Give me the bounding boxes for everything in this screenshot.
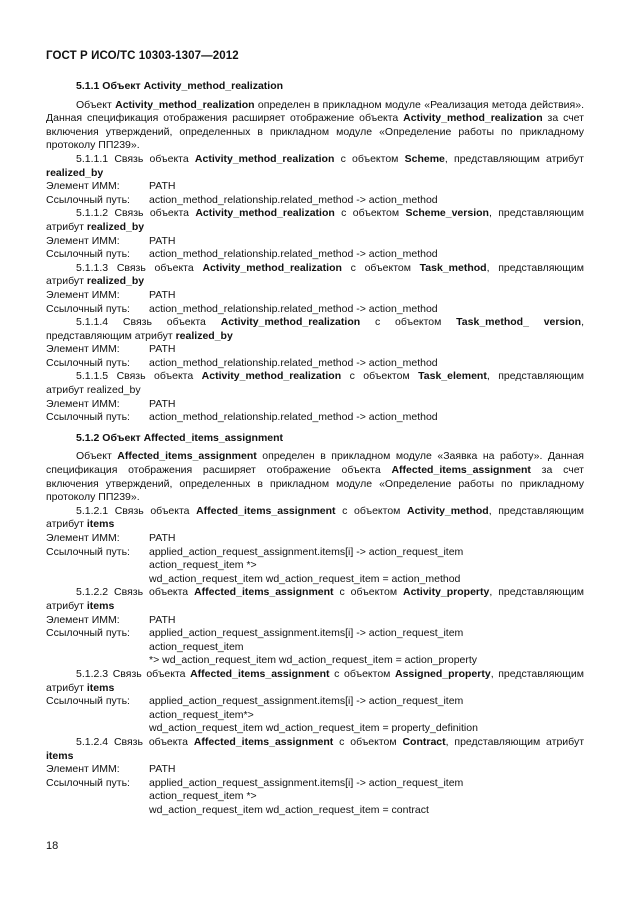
page-number: 18 bbox=[46, 840, 59, 852]
reference-path-continuation: action_request_item bbox=[149, 640, 244, 653]
reference-path-row: Ссылочный путь: applied_action_request_assignment.items[i] -> action_request_item bbox=[46, 545, 464, 558]
reference-path-row: Ссылочный путь: applied_action_request_assignment.items[i] -> action_request_item bbox=[46, 776, 464, 789]
mapping-item-title: 5.1.2.1 Связь объекта Affected_items_assignment с объектом Activity_method, представляющим атрибут items bbox=[46, 504, 584, 531]
mapping-item-title: 5.1.2.4 Связь объекта Affected_items_assignment с объектом Contract, представляющим атрибут items bbox=[46, 735, 585, 762]
mapping-item-title: 5.1.1.2 Связь объекта Activity_method_realization с объектом Scheme_version, представляющим атрибут realized_by bbox=[46, 207, 585, 233]
mapping-item bbox=[46, 316, 584, 370]
imm-element-row: Элемент ИММ: PATH bbox=[46, 288, 176, 301]
mapping-item-title: 5.1.1.5 Связь объекта Activity_method_realization с объектом Task_element, представляющим атрибут realized_by bbox=[46, 370, 584, 397]
reference-path-continuation: action_request_item *> bbox=[149, 559, 257, 572]
reference-path-continuation: action_request_item*> bbox=[149, 708, 254, 721]
mapping-item bbox=[46, 153, 584, 207]
imm-element-row: Элемент ИММ: PATH bbox=[46, 343, 176, 356]
imm-element-row: Элемент ИММ: PATH bbox=[46, 763, 176, 776]
reference-path-row: Ссылочный путь: applied_action_request_assignment.items[i] -> action_request_item bbox=[46, 695, 464, 708]
mapping-item bbox=[46, 262, 584, 316]
mapping-item-title: 5.1.1.4 Связь объекта Activity_method_realization с объектом Task_method_ version, представляющим атрибут realized_by bbox=[46, 316, 584, 342]
mapping-item bbox=[46, 586, 584, 668]
mapping-item-title: 5.1.2.2 Связь объекта Affected_items_assignment с объектом Activity_property, представляющим атрибут items bbox=[46, 586, 585, 612]
mapping-item-title: 5.1.2.3 Связь объекта Affected_items_assignment с объектом Assigned_property, представляющим атрибут items bbox=[46, 667, 585, 694]
section-intro-5-1-1: Объект Activity_method_realization определен в прикладном модуле «Реализация метода действия». Данная спецификация отображения расширяет отображение объекта Activity_method_realization за счет включения утверждений, определенных в прикладном модуле «Определение работы по прикладному протоколу ПП239». bbox=[46, 98, 584, 152]
mapping-item bbox=[46, 370, 584, 424]
section-heading-5-1-2: 5.1.2 Объект Affected_items_assignment bbox=[76, 431, 284, 444]
imm-element-row: Элемент ИММ: PATH bbox=[46, 613, 176, 626]
reference-path-continuation: wd_action_request_item wd_action_request_item = action_method bbox=[149, 572, 461, 585]
imm-element-row: Элемент ИММ: PATH bbox=[46, 180, 176, 193]
document-body bbox=[46, 77, 584, 817]
reference-path-continuation: *> wd_action_request_item wd_action_request_item = action_property bbox=[149, 654, 478, 667]
reference-path-row: Ссылочный путь: action_method_relationship.related_method -> action_method bbox=[46, 193, 438, 206]
reference-path-continuation: wd_action_request_item wd_action_request_item = contract bbox=[149, 803, 429, 816]
reference-path-continuation: wd_action_request_item wd_action_request_item = property_definition bbox=[149, 722, 478, 735]
imm-element-row: Элемент ИММ: PATH bbox=[46, 397, 176, 410]
mapping-item-title: 5.1.1.3 Связь объекта Activity_method_realization с объектом Task_method, представляющим атрибут realized_by bbox=[46, 261, 585, 288]
mapping-item bbox=[46, 736, 584, 818]
mapping-item bbox=[46, 207, 584, 261]
reference-path-row: Ссылочный путь: action_method_relationship.related_method -> action_method bbox=[46, 356, 438, 369]
mapping-item bbox=[46, 505, 584, 587]
reference-path-row: Ссылочный путь: action_method_relationship.related_method -> action_method bbox=[46, 302, 438, 315]
reference-path-row: Ссылочный путь: action_method_relationship.related_method -> action_method bbox=[46, 411, 438, 424]
section-heading-5-1-1: 5.1.1 Объект Activity_method_realization bbox=[76, 80, 284, 92]
imm-element-row: Элемент ИММ: PATH bbox=[46, 532, 176, 544]
reference-path-row: Ссылочный путь: action_method_relationship.related_method -> action_method bbox=[46, 248, 438, 261]
imm-element-row: Элемент ИММ: PATH bbox=[46, 234, 176, 247]
reference-path-row: Ссылочный путь: applied_action_request_assignment.items[i] -> action_request_item bbox=[46, 627, 464, 640]
reference-path-continuation: action_request_item *> bbox=[149, 790, 257, 803]
mapping-item bbox=[46, 668, 584, 736]
mapping-item-title: 5.1.1.1 Связь объекта Activity_method_realization с объектом Scheme, представляющим атрибут realized_by bbox=[46, 152, 584, 179]
section-intro-5-1-2: Объект Affected_items_assignment определен в прикладном модуле «Заявка на работу». Данная спецификация отображения расширяет отображение объекта Affected_items_assignment за счет включения утверждений, определенных в прикладном модуле «Определение работы по прикладному протоколу ПП239». bbox=[46, 450, 584, 504]
document-header: ГОСТ Р ИСО/ТС 10303-1307—2012 bbox=[46, 50, 239, 62]
